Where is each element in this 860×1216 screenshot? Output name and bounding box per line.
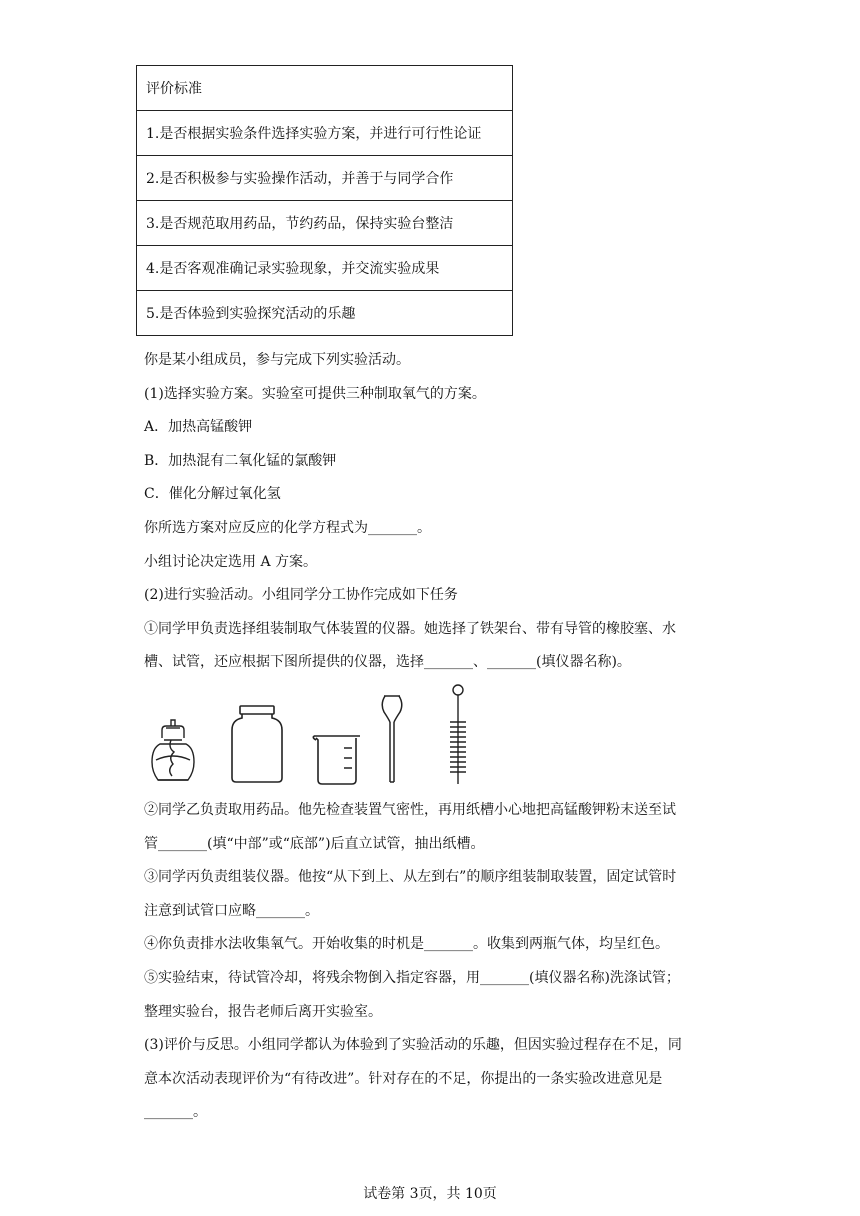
option-a: A．加热高锰酸钾 — [144, 419, 253, 436]
task-1-line: 槽、试管，还应根据下图所提供的仪器，选择_______、_______(填仪器名称)。 — [144, 654, 631, 671]
apparatus-figure — [144, 682, 484, 788]
task-3-line: ③同学丙负责组装仪器。他按“从下到上、从左到右”的顺序组装制取装置，固定试管时 — [144, 869, 677, 886]
text-line: (1)选择实验方案。实验室可提供三种制取氧气的方案。 — [144, 385, 486, 402]
criteria-item: 3.是否规范取用药品，节约药品，保持实验台整洁 — [137, 201, 513, 246]
beaker-icon — [313, 736, 360, 784]
test-tube-brush-icon — [450, 685, 466, 784]
criteria-item: 2.是否积极参与实验操作活动，并善于与同学合作 — [137, 156, 513, 201]
question-body-continued — [144, 794, 724, 1130]
text-line: 小组讨论决定选用 A 方案。 — [144, 553, 318, 570]
option-c: C．催化分解过氧化氢 — [144, 486, 281, 503]
criteria-item: 1.是否根据实验条件选择实验方案，并进行可行性论证 — [137, 111, 513, 156]
page-footer: 试卷第 3页，共 10页 — [363, 1186, 497, 1202]
criteria-header: 评价标准 — [137, 66, 513, 111]
long-neck-funnel-icon — [382, 696, 402, 782]
reflection-line: _______。 — [144, 1104, 207, 1121]
task-2-line: 管_______(填“中部”或“底部”)后直立试管，抽出纸槽。 — [144, 835, 485, 852]
reflection-line: (3)评价与反思。小组同学都认为体验到了实验活动的乐趣，但因实验过程存在不足，同 — [144, 1037, 682, 1054]
reflection-line: 意本次活动表现评价为“有待改进”。针对存在的不足，你提出的一条实验改进意见是 — [144, 1070, 663, 1087]
task-4-line: ④你负责排水法收集氧气。开始收集的时机是_______。收集到两瓶气体，均呈红色。 — [144, 936, 669, 953]
task-5-line: ⑤实验结束，待试管冷却，将残余物倒入指定容器，用_______(填仪器名称)洗涤试管； — [144, 969, 680, 986]
task-1-line: ①同学甲负责选择组装制取气体装置的仪器。她选择了铁架台、带有导管的橡胶塞、水 — [144, 620, 676, 637]
criteria-item: 5.是否体验到实验探究活动的乐趣 — [137, 291, 513, 336]
criteria-table — [136, 65, 513, 336]
task-3-line: 注意到试管口应略_______。 — [144, 902, 319, 919]
wide-mouth-bottle-icon — [232, 706, 282, 782]
alcohol-lamp-icon — [152, 720, 194, 780]
text-line: 你所选方案对应反应的化学方程式为_______。 — [144, 519, 431, 536]
criteria-item: 4.是否客观准确记录实验现象，并交流实验成果 — [137, 246, 513, 291]
task-2-line: ②同学乙负责取用药品。他先检查装置气密性，再用纸槽小心地把高锰酸钾粉末送至试 — [144, 802, 676, 818]
option-b: B．加热混有二氧化锰的氯酸钾 — [144, 452, 337, 469]
task-5-line: 整理实验台，报告老师后离开实验室。 — [144, 1003, 382, 1020]
text-line: 你是某小组成员，参与完成下列实验活动。 — [144, 352, 410, 368]
question-body — [144, 344, 724, 680]
text-line: (2)进行实验活动。小组同学分工协作完成如下任务 — [144, 587, 458, 604]
